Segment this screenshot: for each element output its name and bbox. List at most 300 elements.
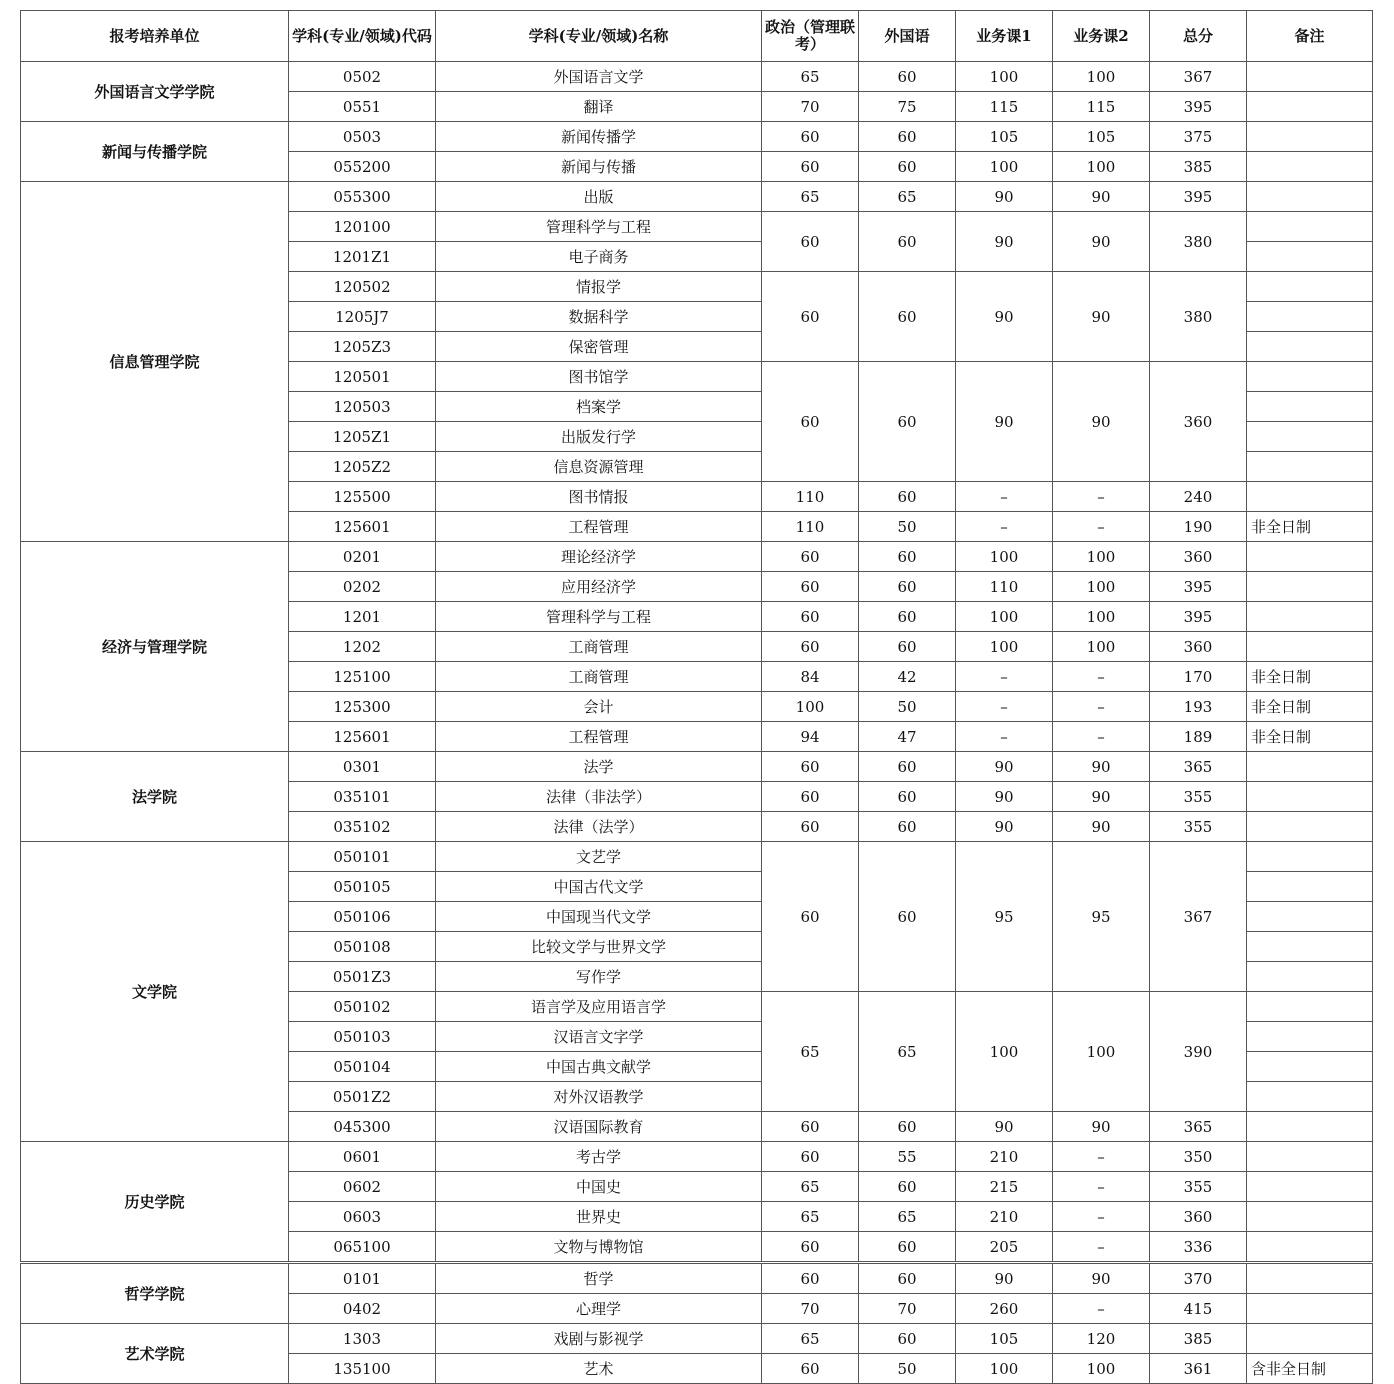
code-cell: 0501Z3 xyxy=(289,962,436,992)
subject2-score-cell: – xyxy=(1053,662,1150,692)
subject1-score-cell: 90 xyxy=(956,1112,1053,1142)
note-cell xyxy=(1247,1082,1373,1112)
subject2-score-cell: 90 xyxy=(1053,362,1150,482)
subject2-score-cell: – xyxy=(1053,692,1150,722)
total-score-cell: 360 xyxy=(1150,542,1247,572)
politics-score-cell: 65 xyxy=(762,992,859,1112)
note-cell xyxy=(1247,1324,1373,1354)
total-score-cell: 395 xyxy=(1150,602,1247,632)
politics-score-cell: 84 xyxy=(762,662,859,692)
note-cell: 非全日制 xyxy=(1247,662,1373,692)
program-name-cell: 哲学 xyxy=(436,1263,762,1294)
program-name-cell: 法律（非法学） xyxy=(436,782,762,812)
note-cell: 非全日制 xyxy=(1247,692,1373,722)
subject2-score-cell: 95 xyxy=(1053,842,1150,992)
note-cell xyxy=(1247,212,1373,242)
note-cell xyxy=(1247,872,1373,902)
total-score-cell: 395 xyxy=(1150,182,1247,212)
note-cell xyxy=(1247,122,1373,152)
subject2-score-cell: 90 xyxy=(1053,782,1150,812)
code-cell: 135100 xyxy=(289,1354,436,1384)
note-cell xyxy=(1247,572,1373,602)
total-score-cell: 170 xyxy=(1150,662,1247,692)
politics-score-cell: 60 xyxy=(762,812,859,842)
total-score-cell: 350 xyxy=(1150,1142,1247,1172)
note-cell xyxy=(1247,62,1373,92)
note-cell xyxy=(1247,992,1373,1022)
program-name-cell: 管理科学与工程 xyxy=(436,602,762,632)
foreign-language-score-cell: 60 xyxy=(859,782,956,812)
header-foreign-language: 外国语 xyxy=(859,11,956,62)
code-cell: 0402 xyxy=(289,1294,436,1324)
subject1-score-cell: 110 xyxy=(956,572,1053,602)
program-name-cell: 档案学 xyxy=(436,392,762,422)
program-name-cell: 中国史 xyxy=(436,1172,762,1202)
subject2-score-cell: 115 xyxy=(1053,92,1150,122)
subject2-score-cell: – xyxy=(1053,1202,1150,1232)
foreign-language-score-cell: 60 xyxy=(859,1232,956,1263)
subject2-score-cell: 100 xyxy=(1053,542,1150,572)
code-cell: 035102 xyxy=(289,812,436,842)
note-cell xyxy=(1247,152,1373,182)
subject1-score-cell: 90 xyxy=(956,1263,1053,1294)
header-politics: 政治（管理联考） xyxy=(762,11,859,62)
subject2-score-cell: – xyxy=(1053,1142,1150,1172)
politics-score-cell: 60 xyxy=(762,1232,859,1263)
code-cell: 055200 xyxy=(289,152,436,182)
total-score-cell: 390 xyxy=(1150,992,1247,1112)
note-cell xyxy=(1247,632,1373,662)
program-name-cell: 应用经济学 xyxy=(436,572,762,602)
subject1-score-cell: 90 xyxy=(956,272,1053,362)
code-cell: 035101 xyxy=(289,782,436,812)
foreign-language-score-cell: 60 xyxy=(859,362,956,482)
total-score-cell: 367 xyxy=(1150,842,1247,992)
header-subject2: 业务课2 xyxy=(1053,11,1150,62)
subject2-score-cell: 90 xyxy=(1053,212,1150,272)
foreign-language-score-cell: 60 xyxy=(859,572,956,602)
subject1-score-cell: 100 xyxy=(956,602,1053,632)
subject1-score-cell: 210 xyxy=(956,1142,1053,1172)
program-name-cell: 翻译 xyxy=(436,92,762,122)
politics-score-cell: 94 xyxy=(762,722,859,752)
note-cell xyxy=(1247,422,1373,452)
program-name-cell: 电子商务 xyxy=(436,242,762,272)
code-cell: 125601 xyxy=(289,512,436,542)
program-name-cell: 出版发行学 xyxy=(436,422,762,452)
foreign-language-score-cell: 60 xyxy=(859,482,956,512)
note-cell xyxy=(1247,1052,1373,1082)
total-score-cell: 385 xyxy=(1150,1324,1247,1354)
table-row xyxy=(21,542,1373,572)
unit-name-cell: 哲学学院 xyxy=(21,1263,289,1324)
code-cell: 1205Z3 xyxy=(289,332,436,362)
subject1-score-cell: 100 xyxy=(956,152,1053,182)
code-cell: 0603 xyxy=(289,1202,436,1232)
total-score-cell: 190 xyxy=(1150,512,1247,542)
subject1-score-cell: 100 xyxy=(956,992,1053,1112)
note-cell xyxy=(1247,1202,1373,1232)
table-body xyxy=(21,62,1373,1384)
program-name-cell: 信息资源管理 xyxy=(436,452,762,482)
code-cell: 1205Z2 xyxy=(289,452,436,482)
program-name-cell: 工程管理 xyxy=(436,512,762,542)
subject1-score-cell: 90 xyxy=(956,362,1053,482)
total-score-cell: 355 xyxy=(1150,812,1247,842)
total-score-cell: 367 xyxy=(1150,62,1247,92)
subject1-score-cell: 100 xyxy=(956,62,1053,92)
subject1-score-cell: 205 xyxy=(956,1232,1053,1263)
total-score-cell: 360 xyxy=(1150,1202,1247,1232)
program-name-cell: 中国现当代文学 xyxy=(436,902,762,932)
note-cell xyxy=(1247,932,1373,962)
foreign-language-score-cell: 60 xyxy=(859,1263,956,1294)
program-name-cell: 法律（法学） xyxy=(436,812,762,842)
note-cell xyxy=(1247,1142,1373,1172)
program-name-cell: 出版 xyxy=(436,182,762,212)
total-score-cell: 395 xyxy=(1150,92,1247,122)
politics-score-cell: 65 xyxy=(762,1324,859,1354)
subject1-score-cell: 90 xyxy=(956,782,1053,812)
subject2-score-cell: 90 xyxy=(1053,812,1150,842)
program-name-cell: 工商管理 xyxy=(436,632,762,662)
subject1-score-cell: – xyxy=(956,512,1053,542)
code-cell: 0551 xyxy=(289,92,436,122)
code-cell: 0502 xyxy=(289,62,436,92)
total-score-cell: 395 xyxy=(1150,572,1247,602)
program-name-cell: 比较文学与世界文学 xyxy=(436,932,762,962)
politics-score-cell: 60 xyxy=(762,152,859,182)
table-row xyxy=(21,842,1373,872)
program-name-cell: 理论经济学 xyxy=(436,542,762,572)
foreign-language-score-cell: 60 xyxy=(859,1172,956,1202)
foreign-language-score-cell: 55 xyxy=(859,1142,956,1172)
subject2-score-cell: 90 xyxy=(1053,1112,1150,1142)
code-cell: 1201Z1 xyxy=(289,242,436,272)
subject1-score-cell: – xyxy=(956,722,1053,752)
politics-score-cell: 110 xyxy=(762,482,859,512)
politics-score-cell: 110 xyxy=(762,512,859,542)
unit-name-cell: 艺术学院 xyxy=(21,1324,289,1384)
foreign-language-score-cell: 60 xyxy=(859,842,956,992)
foreign-language-score-cell: 60 xyxy=(859,1112,956,1142)
note-cell: 含非全日制 xyxy=(1247,1354,1373,1384)
program-name-cell: 中国古代文学 xyxy=(436,872,762,902)
note-cell xyxy=(1247,602,1373,632)
unit-name-cell: 历史学院 xyxy=(21,1142,289,1263)
code-cell: 1201 xyxy=(289,602,436,632)
politics-score-cell: 60 xyxy=(762,842,859,992)
foreign-language-score-cell: 60 xyxy=(859,272,956,362)
total-score-cell: 360 xyxy=(1150,362,1247,482)
code-cell: 050104 xyxy=(289,1052,436,1082)
subject2-score-cell: – xyxy=(1053,1232,1150,1263)
note-cell xyxy=(1247,782,1373,812)
note-cell xyxy=(1247,1022,1373,1052)
politics-score-cell: 60 xyxy=(762,782,859,812)
note-cell xyxy=(1247,1294,1373,1324)
foreign-language-score-cell: 75 xyxy=(859,92,956,122)
code-cell: 0301 xyxy=(289,752,436,782)
foreign-language-score-cell: 60 xyxy=(859,1324,956,1354)
code-cell: 065100 xyxy=(289,1232,436,1263)
subject1-score-cell: 210 xyxy=(956,1202,1053,1232)
subject1-score-cell: 115 xyxy=(956,92,1053,122)
foreign-language-score-cell: 65 xyxy=(859,992,956,1112)
subject1-score-cell: 100 xyxy=(956,1354,1053,1384)
total-score-cell: 415 xyxy=(1150,1294,1247,1324)
subject1-score-cell: 95 xyxy=(956,842,1053,992)
program-name-cell: 中国古典文献学 xyxy=(436,1052,762,1082)
table-row xyxy=(21,1142,1373,1172)
header-row xyxy=(21,11,1373,62)
unit-name-cell: 外国语言文学学院 xyxy=(21,62,289,122)
politics-score-cell: 60 xyxy=(762,1112,859,1142)
note-cell xyxy=(1247,482,1373,512)
total-score-cell: 385 xyxy=(1150,152,1247,182)
politics-score-cell: 60 xyxy=(762,542,859,572)
foreign-language-score-cell: 60 xyxy=(859,812,956,842)
subject2-score-cell: 90 xyxy=(1053,272,1150,362)
program-name-cell: 外国语言文学 xyxy=(436,62,762,92)
program-name-cell: 工商管理 xyxy=(436,662,762,692)
program-name-cell: 图书情报 xyxy=(436,482,762,512)
total-score-cell: 380 xyxy=(1150,212,1247,272)
code-cell: 125500 xyxy=(289,482,436,512)
note-cell xyxy=(1247,392,1373,422)
header-subject1: 业务课1 xyxy=(956,11,1053,62)
code-cell: 0503 xyxy=(289,122,436,152)
table-row xyxy=(21,182,1373,212)
politics-score-cell: 65 xyxy=(762,1172,859,1202)
program-name-cell: 新闻与传播 xyxy=(436,152,762,182)
subject1-score-cell: 105 xyxy=(956,122,1053,152)
code-cell: 050105 xyxy=(289,872,436,902)
subject2-score-cell: – xyxy=(1053,482,1150,512)
note-cell xyxy=(1247,1263,1373,1294)
politics-score-cell: 100 xyxy=(762,692,859,722)
foreign-language-score-cell: 60 xyxy=(859,752,956,782)
program-name-cell: 考古学 xyxy=(436,1142,762,1172)
subject1-score-cell: 260 xyxy=(956,1294,1053,1324)
note-cell xyxy=(1247,542,1373,572)
foreign-language-score-cell: 60 xyxy=(859,62,956,92)
politics-score-cell: 60 xyxy=(762,572,859,602)
header-code: 学科(专业/领域)代码 xyxy=(289,11,436,62)
subject1-score-cell: 105 xyxy=(956,1324,1053,1354)
total-score-cell: 370 xyxy=(1150,1263,1247,1294)
total-score-cell: 365 xyxy=(1150,1112,1247,1142)
code-cell: 1303 xyxy=(289,1324,436,1354)
code-cell: 050102 xyxy=(289,992,436,1022)
program-name-cell: 心理学 xyxy=(436,1294,762,1324)
foreign-language-score-cell: 70 xyxy=(859,1294,956,1324)
note-cell xyxy=(1247,1172,1373,1202)
note-cell xyxy=(1247,92,1373,122)
subject2-score-cell: 120 xyxy=(1053,1324,1150,1354)
header-name: 学科(专业/领域)名称 xyxy=(436,11,762,62)
code-cell: 125300 xyxy=(289,692,436,722)
foreign-language-score-cell: 60 xyxy=(859,122,956,152)
total-score-cell: 336 xyxy=(1150,1232,1247,1263)
code-cell: 0501Z2 xyxy=(289,1082,436,1112)
unit-name-cell: 法学院 xyxy=(21,752,289,842)
total-score-cell: 360 xyxy=(1150,632,1247,662)
code-cell: 1205Z1 xyxy=(289,422,436,452)
unit-name-cell: 文学院 xyxy=(21,842,289,1142)
subject2-score-cell: 100 xyxy=(1053,992,1150,1112)
total-score-cell: 189 xyxy=(1150,722,1247,752)
total-score-cell: 365 xyxy=(1150,752,1247,782)
foreign-language-score-cell: 50 xyxy=(859,1354,956,1384)
foreign-language-score-cell: 60 xyxy=(859,152,956,182)
code-cell: 050103 xyxy=(289,1022,436,1052)
subject1-score-cell: 100 xyxy=(956,632,1053,662)
program-name-cell: 对外汉语教学 xyxy=(436,1082,762,1112)
note-cell xyxy=(1247,842,1373,872)
program-name-cell: 世界史 xyxy=(436,1202,762,1232)
program-name-cell: 新闻传播学 xyxy=(436,122,762,152)
foreign-language-score-cell: 60 xyxy=(859,542,956,572)
foreign-language-score-cell: 65 xyxy=(859,182,956,212)
code-cell: 050106 xyxy=(289,902,436,932)
note-cell xyxy=(1247,332,1373,362)
code-cell: 120100 xyxy=(289,212,436,242)
table-row xyxy=(21,1263,1373,1294)
total-score-cell: 193 xyxy=(1150,692,1247,722)
code-cell: 120503 xyxy=(289,392,436,422)
program-name-cell: 艺术 xyxy=(436,1354,762,1384)
total-score-cell: 361 xyxy=(1150,1354,1247,1384)
foreign-language-score-cell: 60 xyxy=(859,212,956,272)
code-cell: 0601 xyxy=(289,1142,436,1172)
note-cell: 非全日制 xyxy=(1247,722,1373,752)
subject2-score-cell: 105 xyxy=(1053,122,1150,152)
subject1-score-cell: – xyxy=(956,662,1053,692)
code-cell: 0101 xyxy=(289,1263,436,1294)
program-name-cell: 工程管理 xyxy=(436,722,762,752)
note-cell xyxy=(1247,1112,1373,1142)
politics-score-cell: 60 xyxy=(762,1263,859,1294)
subject1-score-cell: – xyxy=(956,482,1053,512)
note-cell: 非全日制 xyxy=(1247,512,1373,542)
subject2-score-cell: – xyxy=(1053,512,1150,542)
politics-score-cell: 60 xyxy=(762,752,859,782)
code-cell: 1205J7 xyxy=(289,302,436,332)
total-score-cell: 375 xyxy=(1150,122,1247,152)
unit-name-cell: 经济与管理学院 xyxy=(21,542,289,752)
code-cell: 0602 xyxy=(289,1172,436,1202)
politics-score-cell: 65 xyxy=(762,1202,859,1232)
politics-score-cell: 70 xyxy=(762,92,859,122)
program-name-cell: 文物与博物馆 xyxy=(436,1232,762,1263)
subject2-score-cell: 100 xyxy=(1053,1354,1150,1384)
program-name-cell: 戏剧与影视学 xyxy=(436,1324,762,1354)
subject2-score-cell: 100 xyxy=(1053,152,1150,182)
code-cell: 125100 xyxy=(289,662,436,692)
unit-name-cell: 信息管理学院 xyxy=(21,182,289,542)
header-note: 备注 xyxy=(1247,11,1373,62)
program-name-cell: 汉语国际教育 xyxy=(436,1112,762,1142)
foreign-language-score-cell: 60 xyxy=(859,602,956,632)
subject2-score-cell: 100 xyxy=(1053,62,1150,92)
note-cell xyxy=(1247,302,1373,332)
foreign-language-score-cell: 42 xyxy=(859,662,956,692)
program-name-cell: 数据科学 xyxy=(436,302,762,332)
subject1-score-cell: 215 xyxy=(956,1172,1053,1202)
foreign-language-score-cell: 65 xyxy=(859,1202,956,1232)
politics-score-cell: 60 xyxy=(762,1354,859,1384)
subject1-score-cell: 90 xyxy=(956,182,1053,212)
program-name-cell: 保密管理 xyxy=(436,332,762,362)
politics-score-cell: 60 xyxy=(762,272,859,362)
subject2-score-cell: – xyxy=(1053,722,1150,752)
subject1-score-cell: 90 xyxy=(956,812,1053,842)
code-cell: 0202 xyxy=(289,572,436,602)
program-name-cell: 写作学 xyxy=(436,962,762,992)
politics-score-cell: 60 xyxy=(762,632,859,662)
politics-score-cell: 60 xyxy=(762,362,859,482)
program-name-cell: 管理科学与工程 xyxy=(436,212,762,242)
politics-score-cell: 60 xyxy=(762,1142,859,1172)
politics-score-cell: 60 xyxy=(762,602,859,632)
total-score-cell: 355 xyxy=(1150,1172,1247,1202)
note-cell xyxy=(1247,272,1373,302)
code-cell: 045300 xyxy=(289,1112,436,1142)
note-cell xyxy=(1247,902,1373,932)
program-name-cell: 情报学 xyxy=(436,272,762,302)
program-name-cell: 文艺学 xyxy=(436,842,762,872)
subject2-score-cell: 90 xyxy=(1053,1263,1150,1294)
subject2-score-cell: 100 xyxy=(1053,572,1150,602)
code-cell: 120501 xyxy=(289,362,436,392)
note-cell xyxy=(1247,962,1373,992)
subject2-score-cell: 90 xyxy=(1053,752,1150,782)
politics-score-cell: 60 xyxy=(762,122,859,152)
subject1-score-cell: 100 xyxy=(956,542,1053,572)
subject2-score-cell: – xyxy=(1053,1294,1150,1324)
code-cell: 055300 xyxy=(289,182,436,212)
note-cell xyxy=(1247,752,1373,782)
header-total: 总分 xyxy=(1150,11,1247,62)
program-name-cell: 会计 xyxy=(436,692,762,722)
code-cell: 120502 xyxy=(289,272,436,302)
subject1-score-cell: 90 xyxy=(956,212,1053,272)
politics-score-cell: 65 xyxy=(762,182,859,212)
table-row xyxy=(21,122,1373,152)
note-cell xyxy=(1247,362,1373,392)
subject1-score-cell: – xyxy=(956,692,1053,722)
subject2-score-cell: 100 xyxy=(1053,632,1150,662)
foreign-language-score-cell: 50 xyxy=(859,512,956,542)
total-score-cell: 240 xyxy=(1150,482,1247,512)
note-cell xyxy=(1247,242,1373,272)
note-cell xyxy=(1247,812,1373,842)
subject2-score-cell: 100 xyxy=(1053,602,1150,632)
code-cell: 0201 xyxy=(289,542,436,572)
subject2-score-cell: 90 xyxy=(1053,182,1150,212)
total-score-cell: 380 xyxy=(1150,272,1247,362)
politics-score-cell: 60 xyxy=(762,212,859,272)
code-cell: 125601 xyxy=(289,722,436,752)
politics-score-cell: 70 xyxy=(762,1294,859,1324)
note-cell xyxy=(1247,182,1373,212)
header-unit: 报考培养单位 xyxy=(21,11,289,62)
foreign-language-score-cell: 47 xyxy=(859,722,956,752)
table-row xyxy=(21,62,1373,92)
program-name-cell: 汉语言文字学 xyxy=(436,1022,762,1052)
code-cell: 050101 xyxy=(289,842,436,872)
